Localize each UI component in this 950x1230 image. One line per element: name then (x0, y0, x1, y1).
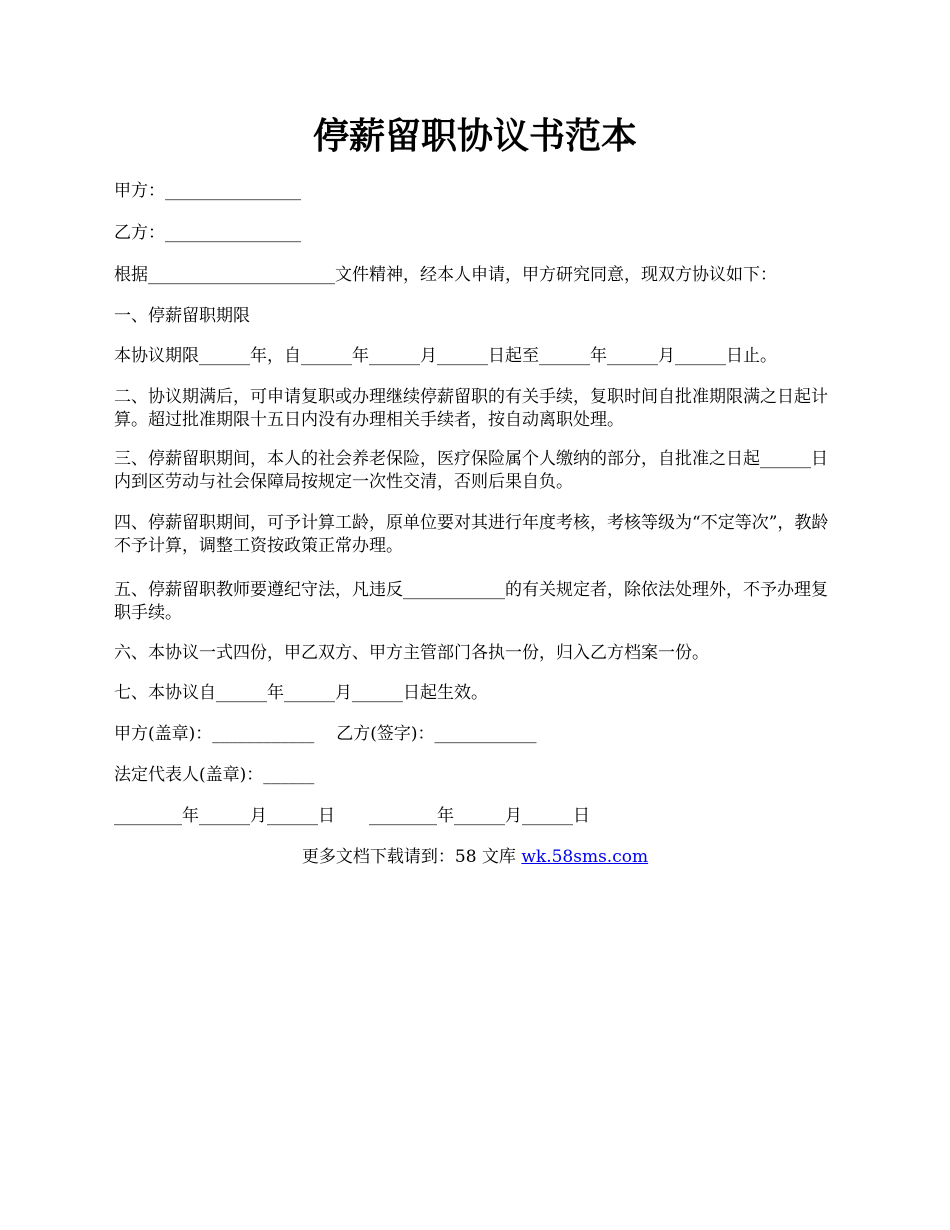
signature-row (114, 723, 842, 746)
party-a-line: 甲方：________________ (114, 181, 301, 201)
date-row (114, 805, 842, 828)
section-2-paragraph: 二、协议期满后，可申请复职或办理继续停薪留职的有关手续，复职时间自批准期限满之日起计算。超过批准期限十五日内没有办理相关手续者，按自动离职处理。 (114, 387, 828, 430)
document-title: 停薪留职协议书范本 (312, 115, 637, 157)
section-4-paragraph: 四、停薪留职期间，可予计算工龄，原单位要对其进行年度考核，考核等级为“不定等次”，教龄不予计算，调整工资按政策正常办理。 (114, 513, 829, 556)
date-party-b: ________年______月______日 (369, 806, 590, 826)
intro-paragraph: 根据______________________文件精神，经本人申请，甲方研究同意，现双方协议如下： (114, 265, 777, 285)
section-7-paragraph: 七、本协议自______年______月______日起生效。 (114, 683, 488, 703)
section-6-paragraph: 六、本协议一式四份，甲乙双方、甲方主管部门各执一份，归入乙方档案一份。 (114, 643, 709, 663)
date-party-a: ________年______月______日 (114, 806, 335, 826)
sign-party-a: 甲方(盖章)：____________ (114, 724, 315, 744)
footer-prefix: 更多文档下载请到：58 文库 (301, 847, 522, 867)
section-3-paragraph: 三、停薪留职期间，本人的社会养老保险，医疗保险属个人缴纳的部分，自批准之日起______日内到区劳动与社会保障局按规定一次性交清，否则后果自负。 (114, 449, 828, 492)
footer (0, 845, 950, 869)
section-1-heading: 一、停薪留职期限 (114, 306, 250, 326)
legal-representative-line: 法定代表人(盖章)：______ (114, 765, 315, 785)
footer-link[interactable]: wk.58sms.com (521, 847, 649, 867)
section-5-paragraph: 五、停薪留职教师要遵纪守法，凡违反____________的有关规定者，除依法处理外，不予办理复职手续。 (114, 580, 828, 623)
sign-party-b: 乙方(签字)：____________ (336, 724, 537, 744)
party-b-line: 乙方：________________ (114, 223, 301, 243)
section-1-body: 本协议期限______年，自______年______月______日起至______年______月______日止。 (114, 346, 777, 366)
